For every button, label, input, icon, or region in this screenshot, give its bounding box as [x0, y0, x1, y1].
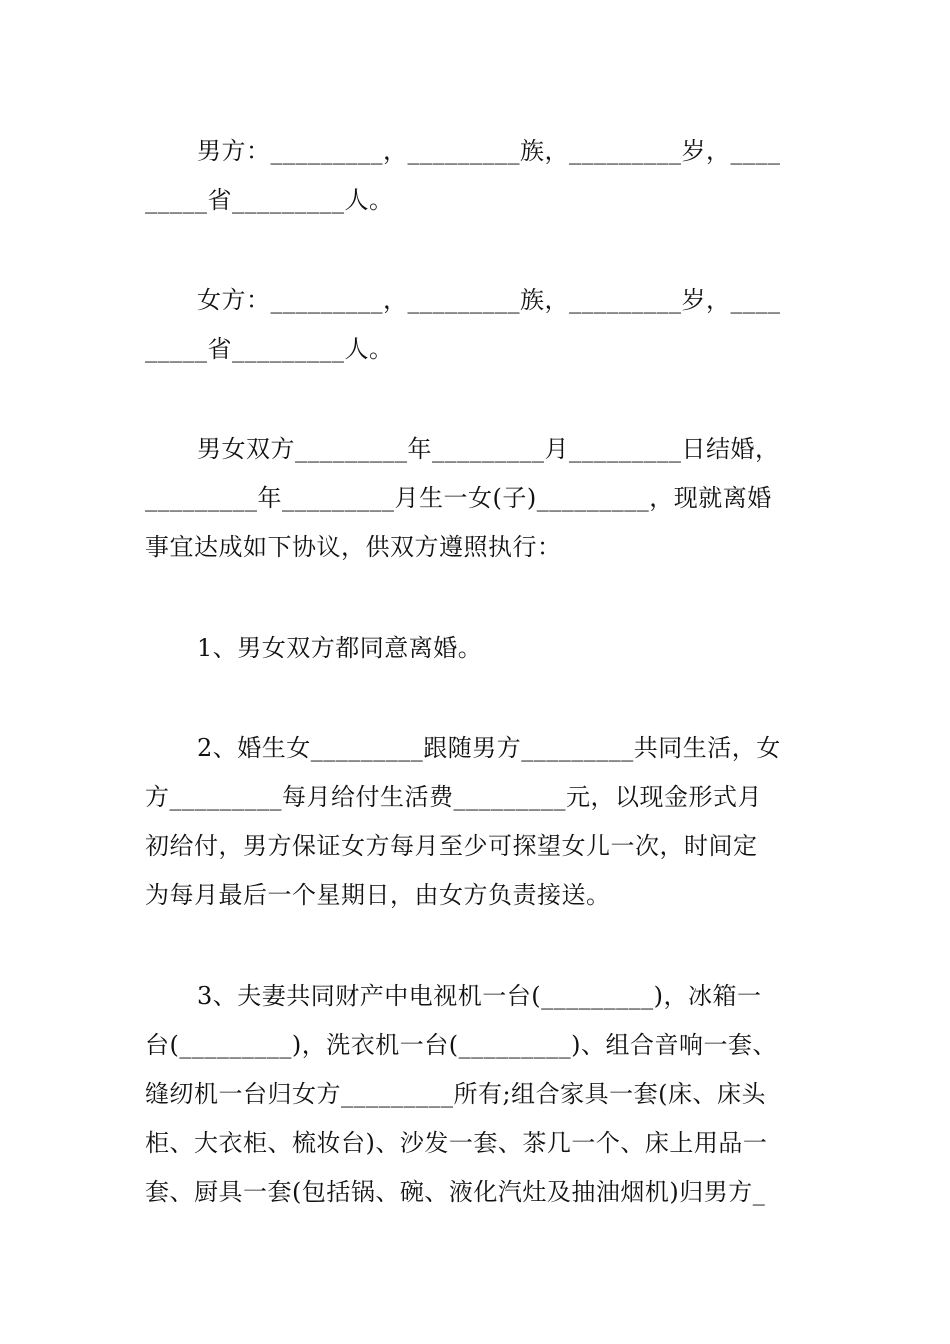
female-party-paragraph	[145, 276, 815, 374]
text-line: 女方：_________，_________族，_________岁，____	[197, 286, 781, 314]
clause-3-paragraph	[145, 972, 815, 1217]
text-line: 事宜达成如下协议，供双方遵照执行：	[145, 533, 562, 561]
text-line: _________年_________月生一女(子)_________，现就离婚	[145, 484, 772, 512]
clause-2-paragraph	[145, 724, 815, 920]
text-line: 1、男女双方都同意离婚。	[197, 634, 483, 662]
text-line: 方_________每月给付生活费_________元，以现金形式月	[145, 783, 762, 811]
text-line: 初给付，男方保证女方每月至少可探望女儿一次，时间定	[145, 832, 758, 860]
text-line: 2、婚生女_________跟随男方_________共同生活，女	[197, 734, 781, 762]
text-line: 台(_________)，洗衣机一台(_________)、组合音响一套、	[145, 1031, 777, 1059]
text-line: 柜、大衣柜、梳妆台)、沙发一套、茶几一个、床上用品一	[145, 1129, 768, 1157]
text-line: 缝纫机一台归女方_________所有;组合家具一套(床、床头	[145, 1080, 766, 1108]
preamble-paragraph	[145, 425, 815, 572]
text-line: 男方：_________，_________族，_________岁，____	[197, 137, 781, 165]
text-line: 为每月最后一个星期日，由女方负责接送。	[145, 881, 611, 909]
text-line: _____省_________人。	[145, 335, 394, 363]
text-line: _____省_________人。	[145, 186, 394, 214]
male-party-paragraph	[145, 127, 815, 225]
text-line: 3、夫妻共同财产中电视机一台(_________)，冰箱一	[197, 982, 762, 1010]
text-line: 套、厨具一套(包括锅、碗、液化汽灶及抽油烟机)归男方_	[145, 1178, 766, 1206]
text-line: 男女双方_________年_________月_________日结婚，	[197, 435, 780, 463]
clause-1-paragraph	[145, 624, 815, 673]
